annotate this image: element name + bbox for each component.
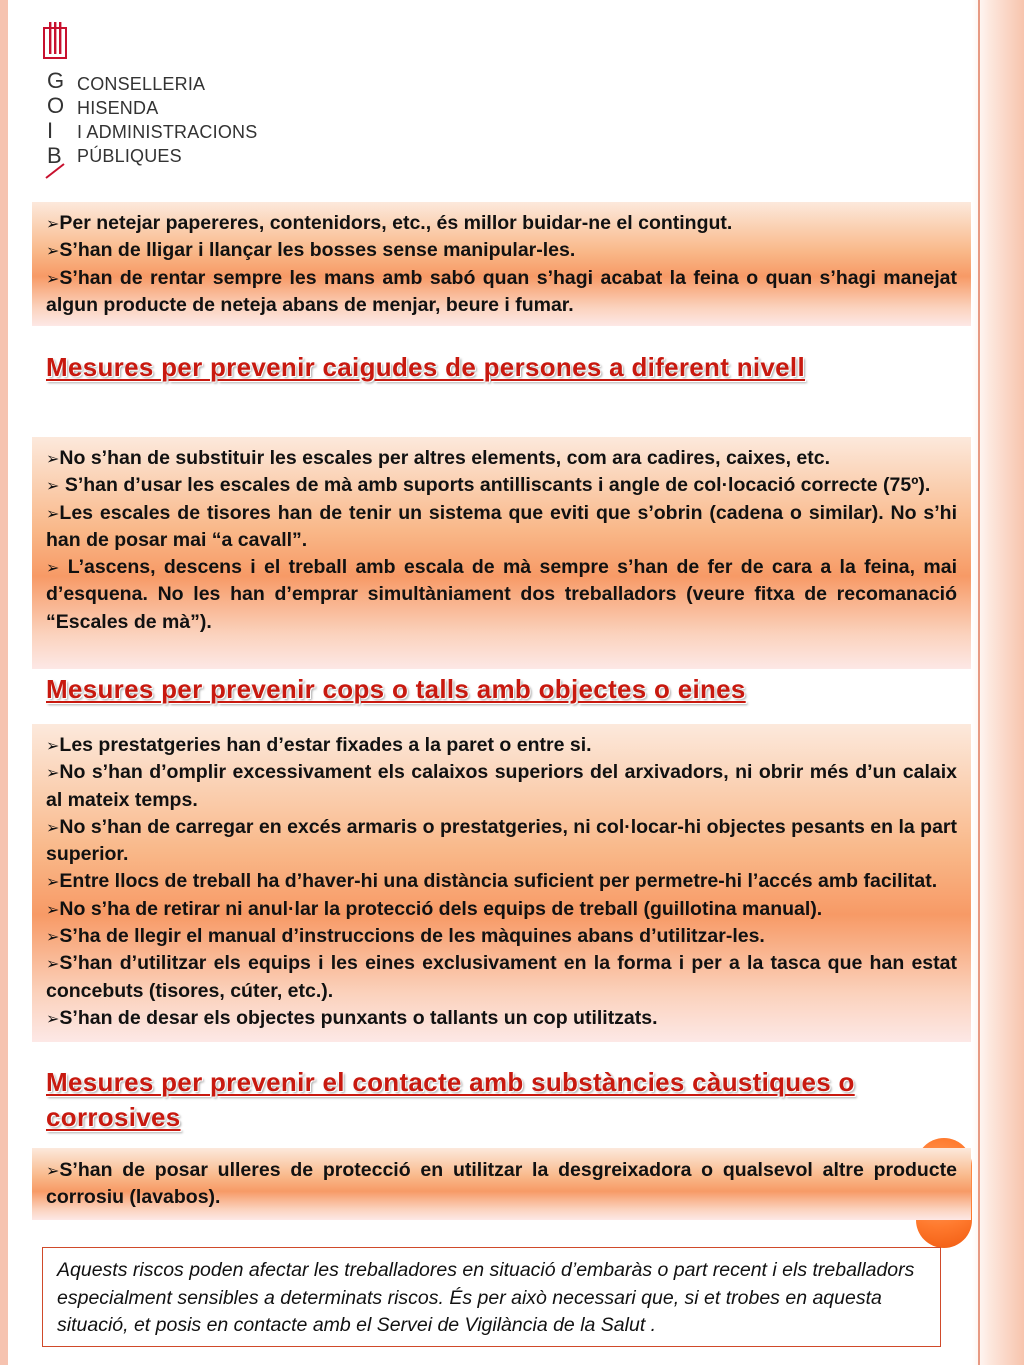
bullet-text: No s’han de carregar en excés armaris o prestatgeries, ni col·locar-hi objectes pesants en la part superior. — [46, 815, 957, 866]
caustic-measures-box — [32, 1148, 971, 1220]
bullet-text: S’ha de llegir el manual d’instruccions de les màquines abans d’utilitzar-les. — [59, 925, 765, 948]
arrow-bullet-icon: ➢ — [46, 449, 60, 468]
goib-letter: I — [47, 118, 54, 143]
section-heading-caustic: Mesures per prevenir el contacte amb substàncies càustiques o corrosives — [46, 1067, 855, 1132]
page-frame-left — [0, 0, 8, 1365]
bullet-text: S’han de desar els objectes punxants o tallants un cop utilitzats. — [59, 1006, 658, 1029]
cleaning-measures-box — [32, 202, 971, 326]
department-line: CONSELLERIA — [77, 74, 206, 94]
arrow-bullet-icon: ➢ — [46, 558, 60, 578]
department-line: I ADMINISTRACIONS — [77, 122, 258, 142]
bullet-text: Les escales de tisores han de tenir un sistema que eviti que s’obrin (cadena o similar). No s’hi han de posar mai “a cavall”. — [46, 501, 957, 551]
bullet-item — [46, 732, 957, 759]
department-line: PÚBLIQUES — [77, 146, 182, 166]
bullet-text: No s’han de substituir les escales per altres elements, com ara cadires, caixes, etc. — [59, 447, 831, 469]
bullet-item — [46, 554, 957, 636]
arrow-bullet-icon: ➢ — [46, 927, 60, 947]
arrow-bullet-icon: ➢ — [46, 241, 60, 261]
bullet-text: No s’ha de retirar ni anul·lar la protecció dels equips de treball (guillotina manual). — [59, 897, 823, 920]
bullet-text: S’han de rentar sempre les mans amb sabó quan s’hagi acabat la feina o quan s’hagi manejat algun producte de neteja abans de menjar, beure i fumar. — [46, 266, 957, 316]
bullet-text: L’ascens, descens i el treball amb escala de mà sempre s’han de fer de cara a la feina, mai d’esquena. No les han d’emprar simultàniament dos treballadors (veure fitxa de recomanació “Escales de mà”). — [46, 556, 957, 633]
arrow-bullet-icon: ➢ — [46, 503, 60, 523]
bullet-item — [46, 472, 957, 499]
arrow-bullet-icon: ➢ — [46, 763, 60, 783]
arrow-bullet-icon: ➢ — [46, 817, 60, 837]
bullet-text: Per netejar papereres, contenidors, etc., és millor buidar-ne el contingut. — [59, 212, 733, 234]
health-surveillance-note — [42, 1247, 941, 1347]
goib-letters — [47, 68, 71, 168]
goib-letter: O — [47, 93, 65, 118]
arrow-bullet-icon: ➢ — [46, 899, 60, 919]
bullet-item — [46, 237, 957, 264]
department-name — [77, 72, 257, 168]
bullet-text: S’han de posar ulleres de protecció en utilitzar la desgreixadora o qualsevol altre producte corrosiu (lavabos). — [46, 1159, 957, 1209]
arrow-bullet-icon: ➢ — [46, 476, 60, 496]
section-heading-falls: Mesures per prevenir caigudes de persones a diferent nivell — [46, 352, 805, 382]
bullet-item — [46, 445, 957, 472]
bullet-item — [46, 1005, 957, 1032]
bullet-item — [46, 759, 957, 814]
page-frame-line — [978, 0, 980, 1365]
bullet-text: Entre llocs de treball ha d’haver-hi una distància suficient per permetre-hi l’accés amb facilitat. — [59, 870, 938, 893]
bullet-item — [46, 210, 957, 237]
arrow-bullet-icon: ➢ — [46, 872, 60, 892]
department-line: HISENDA — [77, 98, 159, 118]
arrow-bullet-icon: ➢ — [46, 1008, 60, 1028]
bullet-item — [46, 500, 957, 555]
section-heading-cuts: Mesures per prevenir cops o talls amb objectes o eines — [46, 674, 746, 704]
slash-icon — [44, 162, 66, 180]
bullet-text: No s’han d’omplir excessivament els calaixos superiors del arxivadors, ni obrir més d’un calaix al mateix temps. — [46, 761, 957, 811]
arrow-bullet-icon: ➢ — [46, 1161, 60, 1180]
bullet-text: S’han de lligar i llançar les bosses sense manipular-les. — [59, 239, 576, 262]
falls-measures-box — [32, 437, 971, 669]
bullet-item — [46, 896, 957, 923]
bullet-item — [46, 923, 957, 950]
goib-letter: G — [47, 68, 65, 93]
goib-letter: B — [47, 143, 62, 168]
bullet-text: S’han d’usar les escales de mà amb suports antilliscants i angle de col·locació correcte (75º). — [59, 474, 931, 497]
bullet-item — [46, 868, 957, 895]
arrow-bullet-icon: ➢ — [46, 214, 60, 233]
cuts-measures-box — [32, 724, 971, 1042]
arrow-bullet-icon: ➢ — [46, 736, 60, 755]
bullet-text: S’han d’utilitzar els equips i les eines exclusivament en la forma i per a la tasca que han estat concebuts (tisores, cúter, etc.). — [46, 952, 957, 1002]
bullet-item — [46, 1157, 957, 1212]
bullet-item — [46, 814, 957, 869]
bullet-item — [46, 950, 957, 1005]
bullet-item — [46, 265, 957, 320]
arrow-bullet-icon: ➢ — [46, 268, 60, 288]
note-text: Aquests riscos poden afectar les treballadores en situació d’embaràs o part recent i els treballadors especialment sensibles a determinats riscos. És per això necessari que, si et trobes en aquesta situació, et posis en contacte amb el Servei de Vigilància de la Salut . — [57, 1259, 915, 1336]
goib-emblem-icon — [40, 18, 70, 62]
arrow-bullet-icon: ➢ — [46, 954, 60, 974]
bullet-text: Les prestatgeries han d’estar fixades a la paret o entre si. — [59, 734, 592, 756]
